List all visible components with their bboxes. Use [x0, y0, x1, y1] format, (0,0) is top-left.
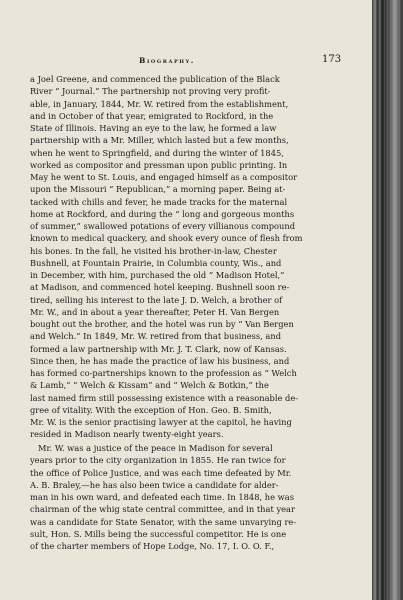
text-line: last named firm still possessing existence with a reasonable de-: [30, 392, 299, 403]
text-line: the office of Police Justice, and was each time defeated by Mr.: [30, 467, 292, 478]
text-line: resided in Madison nearly twenty-eight years.: [30, 429, 224, 440]
text-line: a Joel Greene, and commenced the publication of the Black: [30, 74, 280, 84]
text-line: Bushnell, at Fountain Prairie, in Columbia county, Wis., and: [30, 257, 282, 268]
text-line: formed a law partnership with Mr. J. T. Clark, now of Kansas.: [30, 343, 287, 354]
text-line: Mr. W. was a justice of the peace in Madison for several: [38, 443, 273, 453]
text-line: home at Rockford, and during the “ long and gorgeous months: [30, 208, 295, 219]
text-line: Mr. W. is the senior practising lawyer at the capitol, he having: [30, 417, 292, 427]
text-line: Mr. W., and in about a year thereafter, Peter H. Van Bergen: [30, 306, 280, 317]
text-line: years prior to the city organization in 1855. He ran twice for: [30, 455, 286, 466]
text-line: of the charter members of Hope Lodge, No. 17, I. O. O. F.,: [30, 541, 275, 551]
text-line: tacked with chills and fever, he made tracks for the maternal: [30, 196, 288, 207]
text-line: bought out the brother, and the hotel was run by “ Van Bergen: [30, 319, 294, 329]
page-number: 173: [322, 54, 342, 65]
text-line: A. B. Braley,—he has also been twice a candidate for alder-: [30, 479, 279, 490]
text-line: of summer,” swallowed potations of every villianous compound: [30, 221, 296, 231]
text-line: when he went to Springfield, and during the winter of 1845,: [30, 147, 284, 158]
text-line: and Welch.” In 1849, Mr. W. retired from that business, and: [30, 331, 282, 342]
text-line: sult, Hon. S. Mills being the successful competitor. He is one: [30, 528, 287, 539]
page-edge-shadow: [372, 0, 382, 600]
text-line: May he went to St. Louis, and engaged himself as a compositor: [30, 172, 298, 182]
text-line: known to medical quackery, and shook every ounce of flesh from: [30, 233, 303, 244]
running-head: Biography.: [139, 56, 196, 65]
text-line: able, in January, 1844, Mr. W. retired from the establishment,: [30, 98, 289, 109]
text-line: gree of vitality. With the exception of Hon. Geo. B. Smith,: [30, 404, 272, 415]
text-line: partnership with a Mr. Miller, which lasted but a few months,: [30, 135, 289, 146]
text-line: tired, selling his interest to the late J. D. Welch, a brother of: [30, 294, 283, 305]
text-line: State of Illinois. Having an eye to the law, he formed a law: [30, 123, 277, 133]
text-line: in December, with him, purchased the old “ Madison Hotel,”: [30, 270, 285, 280]
text-line: Since then, he has made the practice of law his business, and: [30, 355, 290, 366]
text-line: his bones. In the fall, he visited his brother-in-law, Chester: [30, 245, 277, 256]
text-line: upon the Missouri “ Republican,” a morning paper. Being at-: [30, 184, 286, 195]
text-line: & Lamb,” “ Welch & Kissam” and “ Welch & Botkin,” the: [30, 380, 269, 391]
page-stack-edges: [384, 0, 403, 600]
text-line: worked as compositor and pressman upon public printing. In: [30, 159, 288, 170]
text-line: and in October of that year, emigrated to Rockford, in the: [30, 110, 274, 121]
text-line: man in his own ward, and defeated each time. In 1848, he was: [30, 492, 294, 502]
text-line: has formed co-partnerships known to the profession as “ Welch: [30, 368, 297, 378]
text-line: River “ Journal.” The partnership not proving very profit-: [30, 86, 271, 97]
text-line: at Madison, and commenced hotel keeping. Bushnell soon re-: [30, 282, 290, 293]
text-line: chairman of the whig state central committee, and in that year: [30, 504, 295, 515]
text-line: was a candidate for State Senator, with the same unvarying re-: [30, 516, 297, 527]
